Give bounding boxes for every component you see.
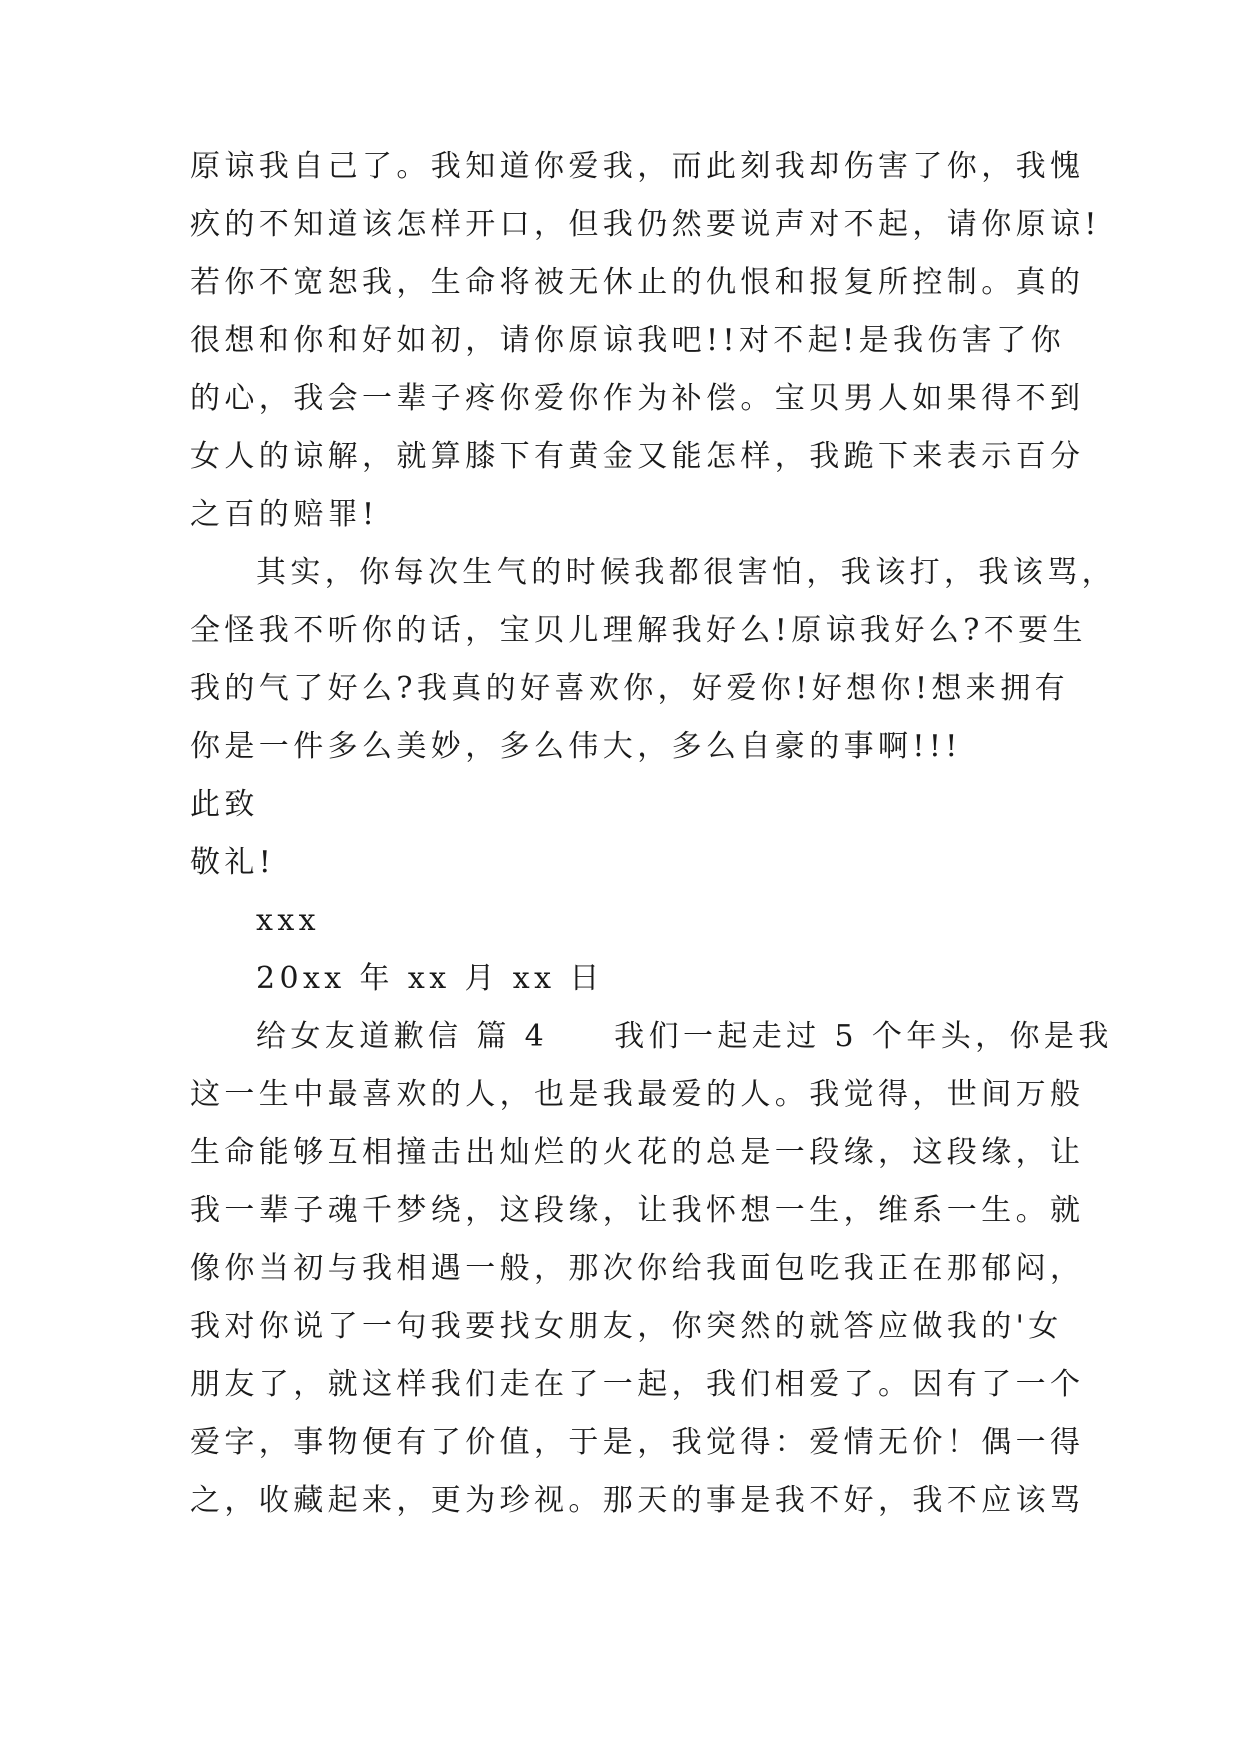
signature-name: xxx <box>256 903 320 938</box>
text-line: 原谅我自己了。我知道你爱我，而此刻我却伤害了你，我愧 <box>190 149 1085 184</box>
text-line: 的心，我会一辈子疼你爱你作为补偿。宝贝男人如果得不到 <box>190 381 1085 416</box>
text-line: 全怪我不听你的话，宝贝儿理解我好么!原谅我好么?不要生 <box>190 613 1087 648</box>
text-line: 你是一件多么美妙，多么伟大，多么自豪的事啊!!! <box>190 729 962 764</box>
text-line: 若你不宽恕我，生命将被无休止的仇恨和报复所控制。真的 <box>190 265 1085 300</box>
paragraph-start-line: 其实，你每次生气的时候我都很害怕，我该打，我该骂， <box>256 555 1116 590</box>
closing-regards: 敬礼! <box>190 845 276 880</box>
text-line: 我的气了好么?我真的好喜欢你，好爱你!好想你!想来拥有 <box>190 671 1069 706</box>
text-line: 很想和你和好如初，请你原谅我吧!!对不起!是我伤害了你 <box>190 323 1065 358</box>
section-heading: 给女友道歉信 篇 4 <box>256 1019 549 1054</box>
text-line: 我们一起走过 5 个年头，你是我 <box>614 1019 1113 1054</box>
text-line: 像你当初与我相遇一般，那次你给我面包吃我正在那郁闷， <box>190 1251 1085 1286</box>
signature-date: 20xx 年 xx 月 xx 日 <box>256 961 604 996</box>
text-line: 这一生中最喜欢的人，也是我最爱的人。我觉得，世间万般 <box>190 1077 1085 1112</box>
text-line: 之百的赔罪! <box>190 497 379 532</box>
text-line: 之，收藏起来，更为珍视。那天的事是我不好，我不应该骂 <box>190 1483 1085 1518</box>
closing-salutation: 此致 <box>190 787 259 822</box>
text-line: 朋友了，就这样我们走在了一起，我们相爱了。因有了一个 <box>190 1367 1085 1402</box>
text-line: 爱字，事物便有了价值，于是，我觉得：爱情无价！偶一得 <box>190 1425 1085 1460</box>
section-heading-line <box>256 1008 1118 1066</box>
text-line: 我对你说了一句我要找女朋友，你突然的就答应做我的'女 <box>190 1309 1063 1344</box>
text-line: 生命能够互相撞击出灿烂的火花的总是一段缘，这段缘，让 <box>190 1135 1085 1170</box>
text-line: 疚的不知道该怎样开口，但我仍然要说声对不起，请你原谅! <box>190 207 1101 242</box>
text-line: 女人的谅解，就算膝下有黄金又能怎样，我跪下来表示百分 <box>190 439 1085 474</box>
text-line: 我一辈子魂千梦绕，这段缘，让我怀想一生，维系一生。就 <box>190 1193 1085 1228</box>
